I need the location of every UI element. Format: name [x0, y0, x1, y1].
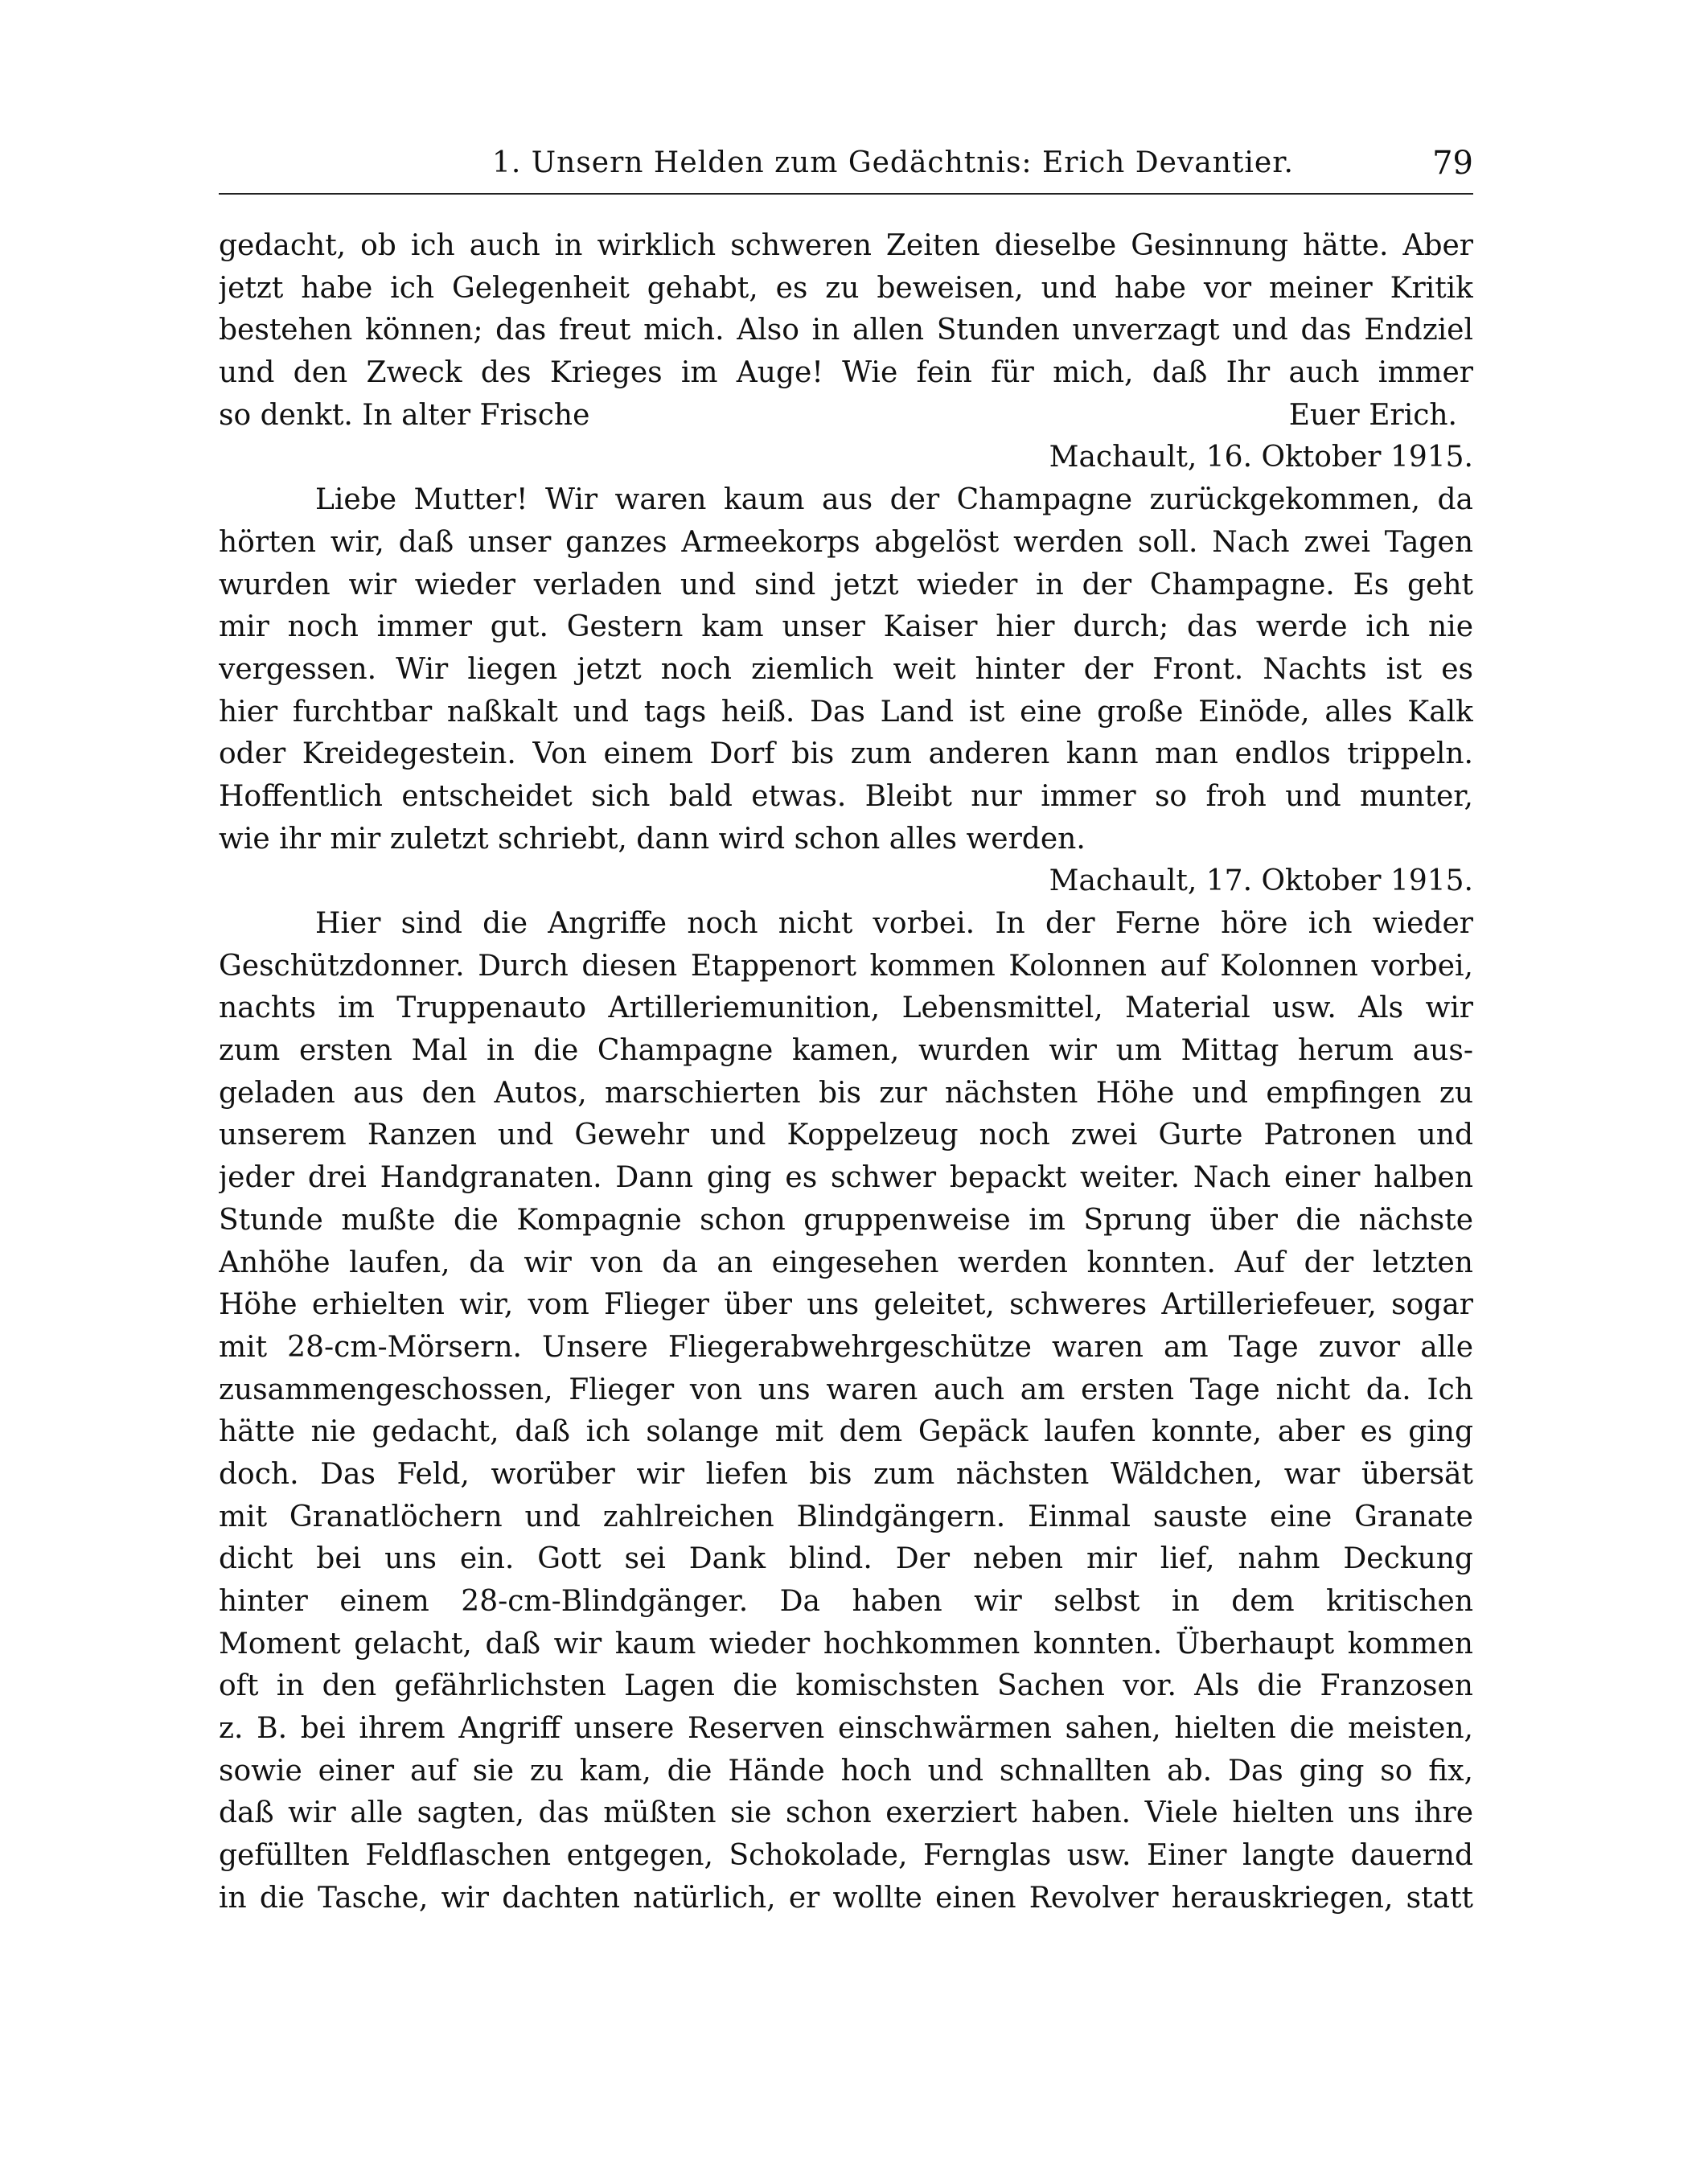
text-line: doch. Das Feld, worüber wir liefen bis zum nächsten Wäldchen, war übersät — [219, 1457, 1473, 1491]
text-line: jetzt habe ich Gelegenheit gehabt, es zu beweisen, und habe vor meiner Kritik — [219, 271, 1473, 305]
text-line: mir noch immer gut. Gestern kam unser Kaiser hier durch; das werde ich nie — [219, 610, 1473, 644]
text-line: wurden wir wieder verladen und sind jetzt wieder in der Champagne. Es geht — [219, 568, 1473, 601]
text-line: in die Tasche, wir dachten natürlich, er wollte einen Revolver herauskriegen, statt — [219, 1881, 1473, 1915]
page-header — [219, 137, 1473, 195]
text-line: dicht bei uns ein. Gott sei Dank blind. Der neben mir lief, nahm Deckung — [219, 1542, 1473, 1576]
text-line: und den Zweck des Krieges im Auge! Wie fein für mich, daß Ihr auch immer — [219, 356, 1473, 390]
text-line: oder Kreidegestein. Von einem Dorf bis zum anderen kann man endlos trippeln. — [219, 737, 1473, 771]
text-line: mit Granatlöchern und zahlreichen Blindgängern. Einmal sauste eine Granate — [219, 1500, 1473, 1533]
text-line: z. B. bei ihrem Angriff unsere Reserven einschwärmen sahen, hielten die meisten, — [219, 1712, 1473, 1746]
text-line: zusammengeschossen, Flieger von uns waren auch am ersten Tage nicht da. Ich — [219, 1373, 1473, 1406]
text-line: sowie einer auf sie zu kam, die Hände hoch und schnallten ab. Das ging so fix, — [219, 1754, 1473, 1788]
text-line: daß wir alle sagten, das müßten sie schon exerziert haben. Viele hielten uns ihre — [219, 1796, 1473, 1830]
text-line: jeder drei Handgranaten. Dann ging es schwer bepackt weiter. Nach einer halben — [219, 1161, 1473, 1195]
text-line: Anhöhe laufen, da wir von da an eingesehen werden konnten. Auf der letzten — [219, 1246, 1473, 1279]
text-line: hätte nie gedacht, daß ich solange mit dem Gepäck laufen konnte, aber es ging — [219, 1415, 1473, 1449]
text-line: Stunde mußte die Kompagnie schon gruppenweise im Sprung über die nächste — [219, 1203, 1473, 1237]
closing-phrase: so denkt. In alter Frische — [219, 398, 590, 432]
dateline: Machault, 16. Oktober 1915. — [1049, 441, 1473, 474]
text-line: gedacht, ob ich auch in wirklich schweren Zeiten dieselbe Gesinnung hätte. Aber — [219, 229, 1473, 262]
text-line: wie ihr mir zuletzt schriebt, dann wird schon alles werden. — [219, 822, 1086, 856]
text-line: nachts im Truppenauto Artilleriemunition, Lebensmittel, Material usw. Als wir — [219, 991, 1473, 1025]
text-line: hinter einem 28-cm-Blindgänger. Da haben wir selbst in dem kritischen — [219, 1585, 1473, 1618]
page-number: 79 — [1432, 145, 1473, 182]
text-line: Höhe erhielten wir, vom Flieger über uns geleitet, schweres Artilleriefeuer, sogar — [219, 1288, 1473, 1322]
text-line: zum ersten Mal in die Champagne kamen, wurden wir um Mittag herum aus- — [219, 1034, 1473, 1068]
running-head: 1. Unsern Helden zum Gedächtnis: Erich Devantier. — [492, 146, 1294, 179]
text-line: Moment gelacht, daß wir kaum wieder hochkommen konnten. Überhaupt kommen — [219, 1627, 1473, 1661]
text-line: Geschützdonner. Durch diesen Etappenort kommen Kolonnen auf Kolonnen vorbei, — [219, 949, 1473, 983]
text-line: vergessen. Wir liegen jetzt noch ziemlich weit hinter der Front. Nachts ist es — [219, 652, 1473, 686]
text-line: unserem Ranzen und Gewehr und Koppelzeug noch zwei Gurte Patronen und — [219, 1119, 1473, 1152]
text-line: geladen aus den Autos, marschierten bis zur nächsten Höhe und empfingen zu — [219, 1076, 1473, 1110]
text-line-signoff — [219, 395, 1473, 437]
text-line: Hoffentlich entscheidet sich bald etwas. Bleibt nur immer so froh und munter, — [219, 779, 1473, 813]
text-line: hörten wir, daß unser ganzes Armeekorps abgelöst werden soll. Nach zwei Tagen — [219, 525, 1473, 559]
text-line: bestehen können; das freut mich. Also in allen Stunden unverzagt und das Endziel — [219, 314, 1473, 347]
text-line: Hier sind die Angriffe noch nicht vorbei. In der Ferne höre ich wieder — [315, 907, 1473, 940]
text-line: hier furchtbar naßkalt und tags heiß. Das Land ist eine große Einöde, alles Kalk — [219, 695, 1473, 729]
text-line: gefüllten Feldflaschen entgegen, Schokolade, Fernglas usw. Einer langte dauernd — [219, 1839, 1473, 1873]
text-line: Liebe Mutter! Wir waren kaum aus der Champagne zurückgekommen, da — [315, 483, 1473, 517]
text-line: oft in den gefährlichsten Lagen die komischsten Sachen vor. Als die Franzosen — [219, 1669, 1473, 1703]
dateline: Machault, 17. Oktober 1915. — [1049, 864, 1473, 898]
body-text — [219, 225, 1473, 1920]
text-line: mit 28-cm-Mörsern. Unsere Fliegerabwehrgeschütze waren am Tage zuvor alle — [219, 1330, 1473, 1364]
signature: Euer Erich. — [1288, 398, 1457, 432]
